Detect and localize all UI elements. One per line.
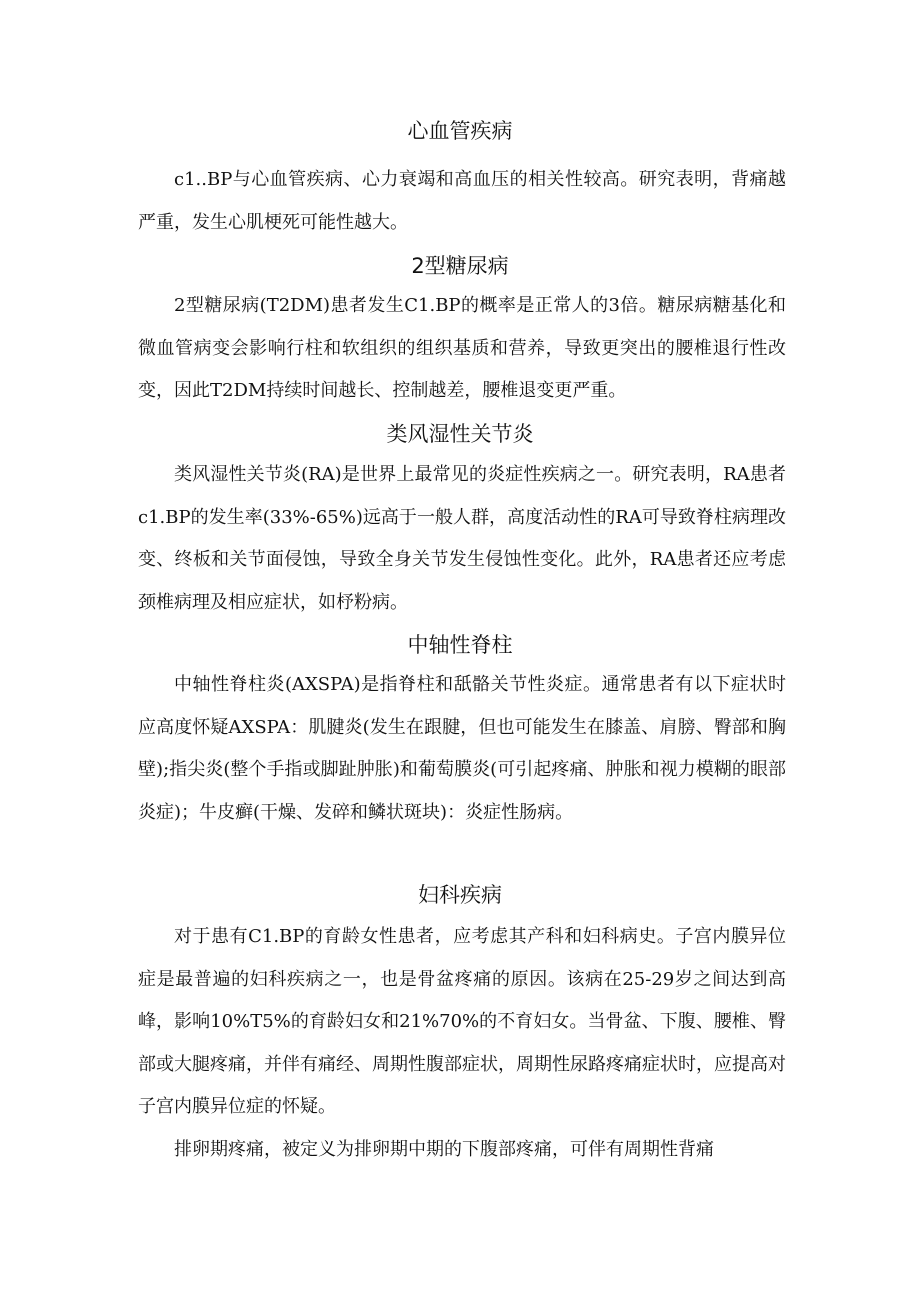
section-body-axial-spine: 中轴性脊柱炎(AXSPA)是指脊柱和舐骼关节性炎症。通常患者有以下症状时应高度怀疑AXSPA：肌腱炎(发生在跟腱，但也可能发生在膝盖、肩膀、臀部和胸壁);指尖炎(整个手指或脚趾肿胀)和葡萄膜炎(可引起疼痛、肿胀和视力模糊的眼部炎症)；牛皮癣(干燥、发碎和鳞状斑块)：炎症性肠病。: [138, 674, 786, 823]
section-body-gynecology: 对于患有C1.BP的育龄女性患者，应考虑其产科和妇科病史。子宫内膜异位症是最普遍的妇科疾病之一，也是骨盆疼痛的原因。该病在25-29岁之间达到高峰，影响10%T5%的育龄妇女和21%70%的不育妇女。当骨盆、下腹、腰椎、臀部或大腿疼痛，并伴有痛经、周期性腹部症状，周期性尿路疼痛症状时，应提高对子宫内膜异位症的怀疑。: [138, 926, 786, 1117]
section-heading-diabetes: 2型糖尿病: [411, 254, 509, 278]
section-body-diabetes: 2型糖尿病(T2DM)患者发生C1.BP的概率是正常人的3倍。糖尿病糖基化和微血管病变会影响行柱和软组织的组织基质和营养，导致更突出的腰椎退行性改变，因此T2DM持续时间越长、控制越差，腰椎退变更严重。: [138, 295, 786, 401]
section-heading-gynecology: 妇科疾病: [418, 883, 502, 907]
section-heading-rheumatoid-arthritis: 类风湿性关节炎: [386, 422, 534, 446]
section-body-rheumatoid-arthritis: 类风湿性关节炎(RA)是世界上最常见的炎症性疾病之一。研究表明，RA患者c1.BP的发生率(33%-65%)远高于一般人群，高度活动性的RA可导致脊柱病理改变、终板和关节面侵蚀，导致全身关节发生侵蚀性变化。此外，RA患者还应考虑颈椎病理及相应症状，如杼粉病。: [138, 464, 786, 613]
section-heading-axial-spine: 中轴性脊柱: [407, 633, 513, 657]
section-body-ovulation-pain: 排卵期疼痛，被定义为排卵期中期的下腹部疼痛，可伴有周期性背痛: [174, 1139, 714, 1160]
section-body-cardiovascular: c1..BP与心血管疾病、心力衰竭和高血压的相关性较高。研究表明，背痛越严重，发生心肌梗死可能性越大。: [138, 169, 786, 233]
section-heading-cardiovascular: 心血管疾病: [407, 119, 513, 143]
